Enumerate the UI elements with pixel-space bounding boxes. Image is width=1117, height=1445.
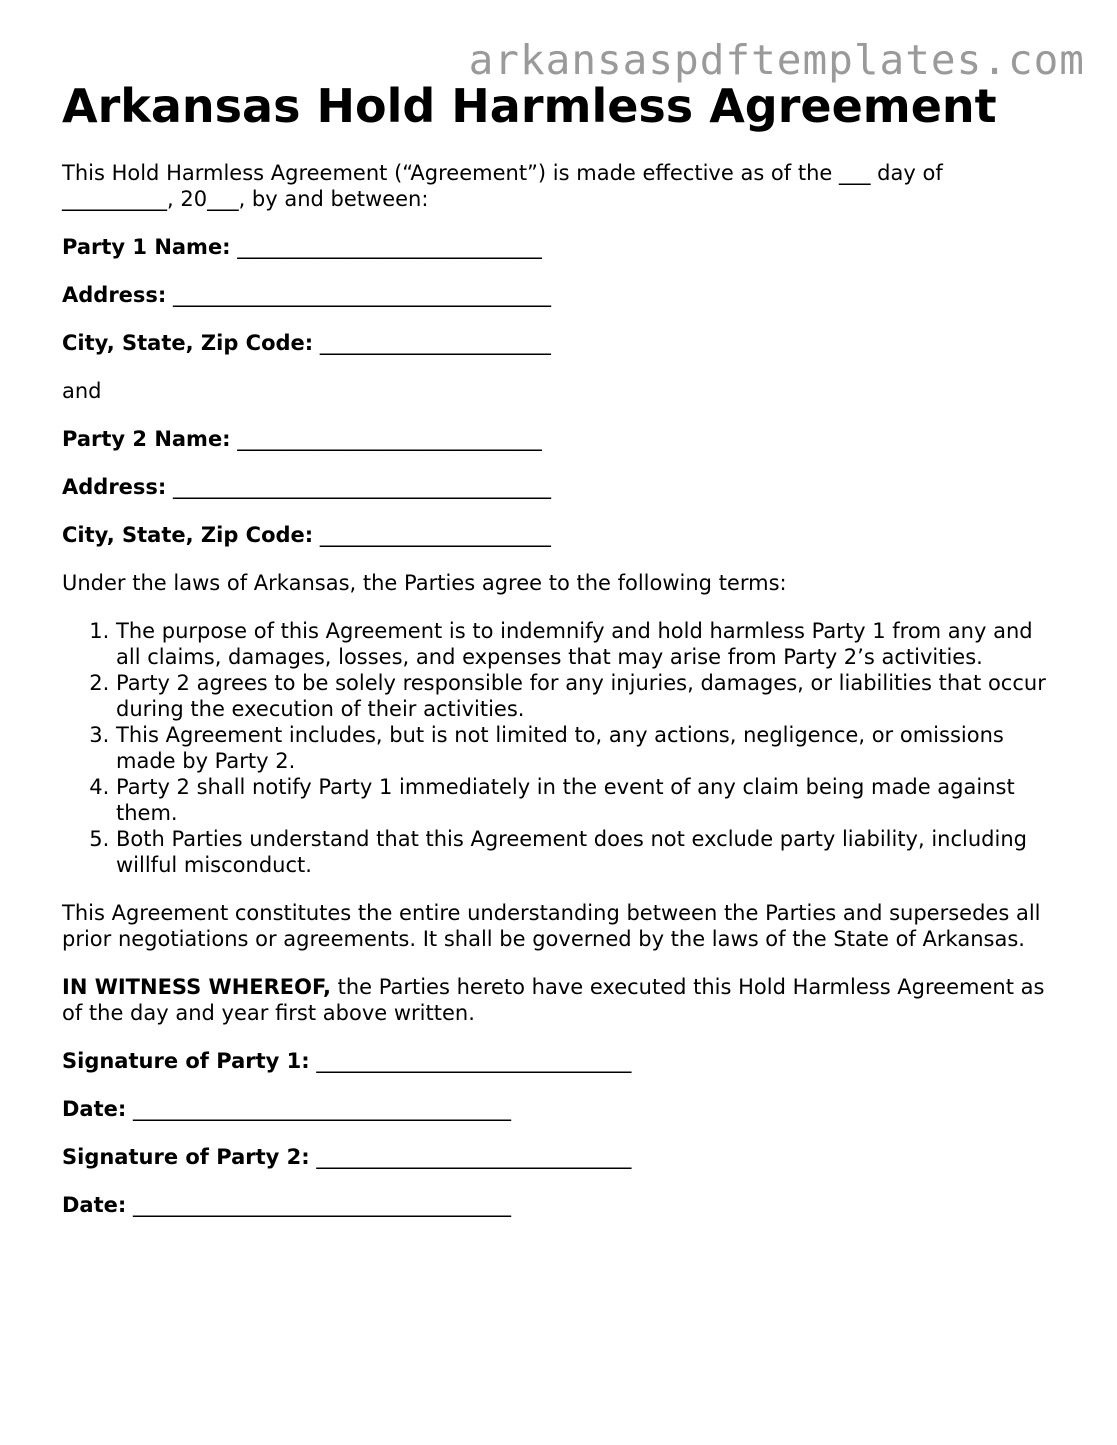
signature-party2-label: Signature of Party 2: xyxy=(62,1145,310,1169)
party2-address-label: Address: xyxy=(62,475,167,499)
party1-city-blank[interactable]: ______________________ xyxy=(319,331,551,355)
witness-bold: IN WITNESS WHEREOF, xyxy=(62,975,331,999)
signature-party2-field[interactable] xyxy=(62,1144,1062,1170)
date-party1-label: Date: xyxy=(62,1097,127,1121)
witness-paragraph xyxy=(62,974,1062,1026)
term-item: 3. This Agreement includes, but is not limited to, any actions, negligence, or omissions made by Party 2. xyxy=(116,722,1062,774)
party1-city-field[interactable] xyxy=(62,330,1062,356)
terms-list xyxy=(62,618,1062,878)
party1-address-field[interactable] xyxy=(62,282,1062,308)
party1-address-blank[interactable]: ____________________________________ xyxy=(173,283,552,307)
date-party2-label: Date: xyxy=(62,1193,127,1217)
party2-name-label: Party 2 Name: xyxy=(62,427,231,451)
term-item: 1. The purpose of this Agreement is to indemnify and hold harmless Party 1 from any and all claims, damages, losses, and expenses that may arise from Party 2’s activities. xyxy=(116,618,1062,670)
party2-city-field[interactable] xyxy=(62,522,1062,548)
and-text: and xyxy=(62,379,102,403)
party1-name-field[interactable] xyxy=(62,234,1062,260)
signature-party2-blank[interactable]: ______________________________ xyxy=(316,1145,632,1169)
party2-address-blank[interactable]: ____________________________________ xyxy=(173,475,552,499)
party1-name-label: Party 1 Name: xyxy=(62,235,231,259)
intro-paragraph xyxy=(62,160,1062,212)
term-item: 2. Party 2 agrees to be solely responsible for any injuries, damages, or liabilities that occur during the execution of their activities. xyxy=(116,670,1062,722)
date-party1-field[interactable] xyxy=(62,1096,1062,1122)
term-item: 4. Party 2 shall notify Party 1 immediately in the event of any claim being made against them. xyxy=(116,774,1062,826)
term-item: 5. Both Parties understand that this Agreement does not exclude party liability, including willful misconduct. xyxy=(116,826,1062,878)
terms-intro: Under the laws of Arkansas, the Parties agree to the following terms: xyxy=(62,571,787,595)
intro-line-2: __________, 20___, by and between: xyxy=(62,187,429,211)
party2-name-blank[interactable]: _____________________________ xyxy=(237,427,542,451)
party1-address-label: Address: xyxy=(62,283,167,307)
date-party2-blank[interactable]: ____________________________________ xyxy=(132,1193,511,1217)
party1-city-label: City, State, Zip Code: xyxy=(62,331,314,355)
closing-paragraph: This Agreement constitutes the entire understanding between the Parties and supersedes all prior negotiations or agreements. It shall be governed by the laws of the State of Arkansas. xyxy=(62,901,1041,951)
signature-party1-label: Signature of Party 1: xyxy=(62,1049,310,1073)
watermark-text: arkansaspdftemplates.com xyxy=(468,36,1085,84)
party2-city-label: City, State, Zip Code: xyxy=(62,523,314,547)
signature-party1-blank[interactable]: ______________________________ xyxy=(316,1049,632,1073)
document-title: Arkansas Hold Harmless Agreement xyxy=(62,79,997,133)
party2-city-blank[interactable]: ______________________ xyxy=(319,523,551,547)
document-page xyxy=(62,80,1062,1240)
witness-text: the Parties hereto have executed this Hold Harmless Agreement as of the day and year first above written. xyxy=(62,975,1045,1025)
party2-address-field[interactable] xyxy=(62,474,1062,500)
intro-line-1: This Hold Harmless Agreement (“Agreement”) is made effective as of the ___ day of xyxy=(62,161,943,185)
signature-party1-field[interactable] xyxy=(62,1048,1062,1074)
party1-name-blank[interactable]: _____________________________ xyxy=(237,235,542,259)
date-party2-field[interactable] xyxy=(62,1192,1062,1218)
party2-name-field[interactable] xyxy=(62,426,1062,452)
date-party1-blank[interactable]: ____________________________________ xyxy=(132,1097,511,1121)
